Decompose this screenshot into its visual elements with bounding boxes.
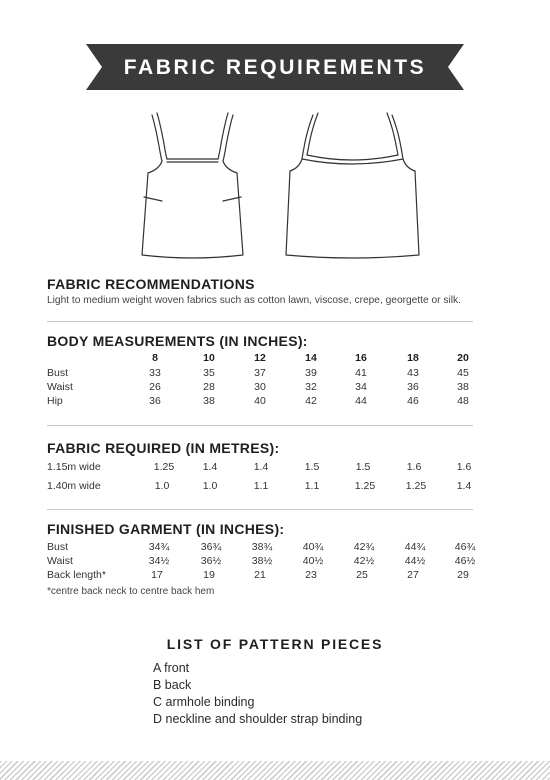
table-cell: 38 <box>203 395 215 407</box>
table-cell: 36¾ <box>200 541 222 553</box>
pattern-pieces-heading: LIST OF PATTERN PIECES <box>166 636 384 652</box>
table-cell: 36½ <box>200 555 222 567</box>
table-cell: 1.6 <box>406 461 422 473</box>
row-label: Bust <box>47 367 69 379</box>
divider <box>47 321 473 322</box>
table-cell: 35 <box>203 367 215 379</box>
table-cell: 37 <box>254 367 266 379</box>
table-cell: 26 <box>149 381 161 393</box>
list-item: A front <box>153 661 190 675</box>
body-measurements-heading: BODY MEASUREMENTS (IN INCHES): <box>47 333 308 349</box>
list-item: B back <box>153 678 192 692</box>
table-cell: 42 <box>305 395 317 407</box>
table-cell: 40¾ <box>302 541 324 553</box>
row-label: Waist <box>47 555 73 567</box>
table-cell: 39 <box>305 367 317 379</box>
table-cell: 1.25 <box>405 480 427 492</box>
footnote: *centre back neck to centre back hem <box>47 586 215 597</box>
table-cell: 33 <box>149 367 161 379</box>
table-cell: 25 <box>356 569 368 581</box>
fabric-recommendations-heading: FABRIC RECOMMENDATIONS <box>47 276 255 292</box>
table-cell: 17 <box>151 569 163 581</box>
table-cell: 38½ <box>251 555 273 567</box>
table-cell: 43 <box>407 367 419 379</box>
table-cell: 46¾ <box>454 541 476 553</box>
table-cell: 41 <box>355 367 367 379</box>
table-cell: 46½ <box>454 555 476 567</box>
back-view-illustration <box>286 113 419 258</box>
fabric-recommendations-text: Light to medium weight woven fabrics such as cotton lawn, viscose, crepe, georgette or silk. <box>47 295 461 306</box>
divider <box>47 509 473 510</box>
table-cell: 19 <box>203 569 215 581</box>
table-cell: 44¾ <box>404 541 426 553</box>
table-cell: 1.4 <box>253 461 269 473</box>
table-cell: 1.0 <box>154 480 170 492</box>
row-label: Waist <box>47 381 73 393</box>
size-header-cell: 12 <box>254 352 266 364</box>
table-cell: 36 <box>407 381 419 393</box>
size-header-cell: 16 <box>355 352 367 364</box>
table-cell: 46 <box>407 395 419 407</box>
table-cell: 1.5 <box>304 461 320 473</box>
row-label: Back length* <box>47 569 106 581</box>
size-header-cell: 14 <box>305 352 317 364</box>
table-cell: 45 <box>457 367 469 379</box>
table-cell: 34¾ <box>148 541 170 553</box>
size-header-cell: 10 <box>203 352 215 364</box>
table-cell: 42½ <box>353 555 375 567</box>
page-title: FABRIC REQUIREMENTS <box>123 56 427 79</box>
table-cell: 30 <box>254 381 266 393</box>
table-cell: 1.0 <box>202 480 218 492</box>
table-cell: 44½ <box>404 555 426 567</box>
size-header-cell: 8 <box>152 352 158 364</box>
row-label: 1.40m wide <box>47 480 101 492</box>
table-cell: 36 <box>149 395 161 407</box>
table-cell: 1.5 <box>355 461 371 473</box>
pattern-pieces-list <box>153 660 362 728</box>
finished-garment-heading: FINISHED GARMENT (IN INCHES): <box>47 521 285 537</box>
row-label: Hip <box>47 395 63 407</box>
table-cell: 27 <box>407 569 419 581</box>
table-cell: 1.6 <box>456 461 472 473</box>
row-label: 1.15m wide <box>47 461 101 473</box>
list-item: D neckline and shoulder strap binding <box>153 712 363 726</box>
divider <box>47 425 473 426</box>
fabric-required-heading: FABRIC REQUIRED (IN METRES): <box>47 440 280 456</box>
table-cell: 40 <box>254 395 266 407</box>
list-item: C armhole binding <box>153 695 255 709</box>
size-header-cell: 20 <box>457 352 469 364</box>
table-cell: 28 <box>203 381 215 393</box>
size-header-cell: 18 <box>407 352 419 364</box>
table-cell: 29 <box>457 569 469 581</box>
garment-illustrations <box>130 105 430 270</box>
table-cell: 1.1 <box>253 480 269 492</box>
table-cell: 34 <box>355 381 367 393</box>
table-cell: 21 <box>254 569 266 581</box>
table-cell: 34½ <box>148 555 170 567</box>
front-view-illustration <box>142 113 243 258</box>
table-cell: 1.25 <box>354 480 376 492</box>
table-cell: 38¾ <box>251 541 273 553</box>
table-cell: 1.4 <box>202 461 218 473</box>
table-cell: 1.25 <box>153 461 175 473</box>
table-cell: 1.4 <box>456 480 472 492</box>
table-cell: 1.1 <box>304 480 320 492</box>
hatched-footer-border <box>0 761 550 780</box>
table-cell: 44 <box>355 395 367 407</box>
table-cell: 38 <box>457 381 469 393</box>
table-cell: 23 <box>305 569 317 581</box>
row-label: Bust <box>47 541 69 553</box>
table-cell: 42¾ <box>353 541 375 553</box>
table-cell: 32 <box>305 381 317 393</box>
table-cell: 48 <box>457 395 469 407</box>
table-cell: 40½ <box>302 555 324 567</box>
